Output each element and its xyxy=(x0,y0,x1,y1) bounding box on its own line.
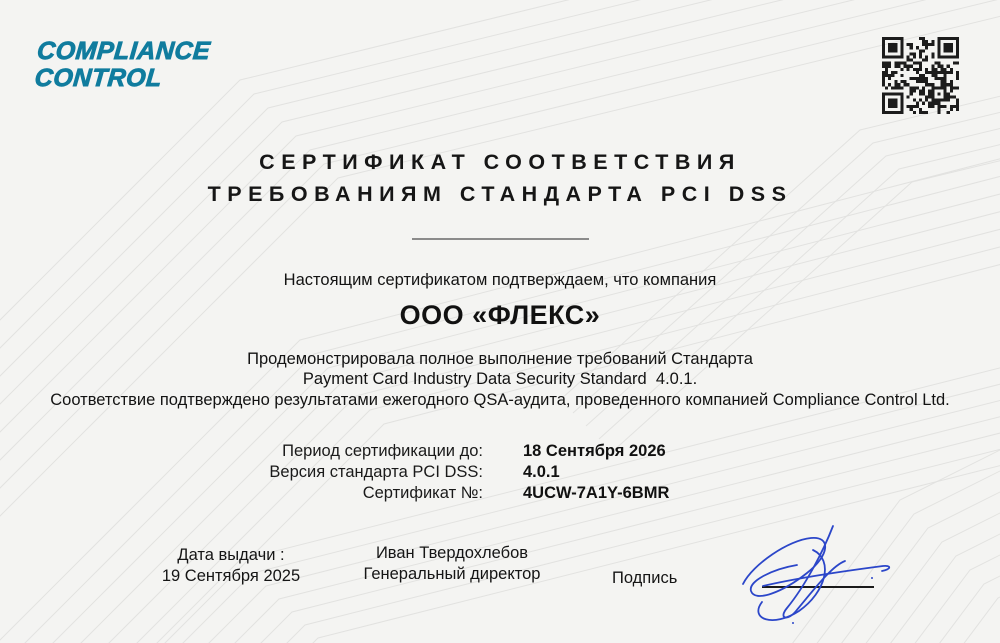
issue-date-block xyxy=(131,545,331,587)
issue-date-value: 19 Сентября 2025 xyxy=(161,567,301,585)
field-row-standard-version xyxy=(0,462,1000,483)
body-line-2: Payment Card Industry Data Security Standard 4.0.1. xyxy=(302,370,698,389)
field-row-cert-period xyxy=(0,441,1000,462)
intro-text: Настоящим сертификатом подтверждаем, что компания xyxy=(283,271,717,289)
certificate-body-text xyxy=(0,349,1000,410)
director-block xyxy=(352,543,552,585)
body-line-3: Соответствие подтверждено результатами ежегодного QSA-аудита, проведенного компанией Compliance Control Ltd. xyxy=(50,390,950,409)
director-name: Иван Твердохлебов xyxy=(375,544,529,562)
logo-line-1: COMPLIANCE xyxy=(36,37,212,65)
certificate-fields xyxy=(0,441,1000,503)
field-label: Период сертификации до: xyxy=(282,442,483,460)
title-line-2: ТРЕБОВАНИЯМ СТАНДАРТА PCI DSS xyxy=(207,182,793,206)
logo-line-2: CONTROL xyxy=(33,64,164,92)
qr-code-icon xyxy=(882,37,959,114)
company-logo xyxy=(34,38,212,92)
issue-date-label: Дата выдачи : xyxy=(177,546,285,564)
signature-label: Подпись xyxy=(612,569,678,587)
field-label: Сертификат №: xyxy=(362,483,483,502)
certificate-title xyxy=(0,146,1000,210)
title-divider xyxy=(412,238,589,240)
field-value: 18 Сентября 2026 xyxy=(523,442,666,460)
title-line-1: СЕРТИФИКАТ СООТВЕТСТВИЯ xyxy=(259,150,741,174)
field-row-certificate-number xyxy=(0,483,1000,504)
field-value: 4.0.1 xyxy=(523,462,560,481)
director-title: Генеральный директор xyxy=(363,565,541,583)
signature-icon xyxy=(731,520,903,635)
field-value: 4UCW-7A1Y-6BMR xyxy=(523,483,670,502)
company-name: ООО «ФЛЕКС» xyxy=(399,300,601,330)
field-label: Версия стандарта PCI DSS: xyxy=(269,462,483,481)
body-line-1: Продемонстрировала полное выполнение требований Стандарта xyxy=(247,350,753,368)
